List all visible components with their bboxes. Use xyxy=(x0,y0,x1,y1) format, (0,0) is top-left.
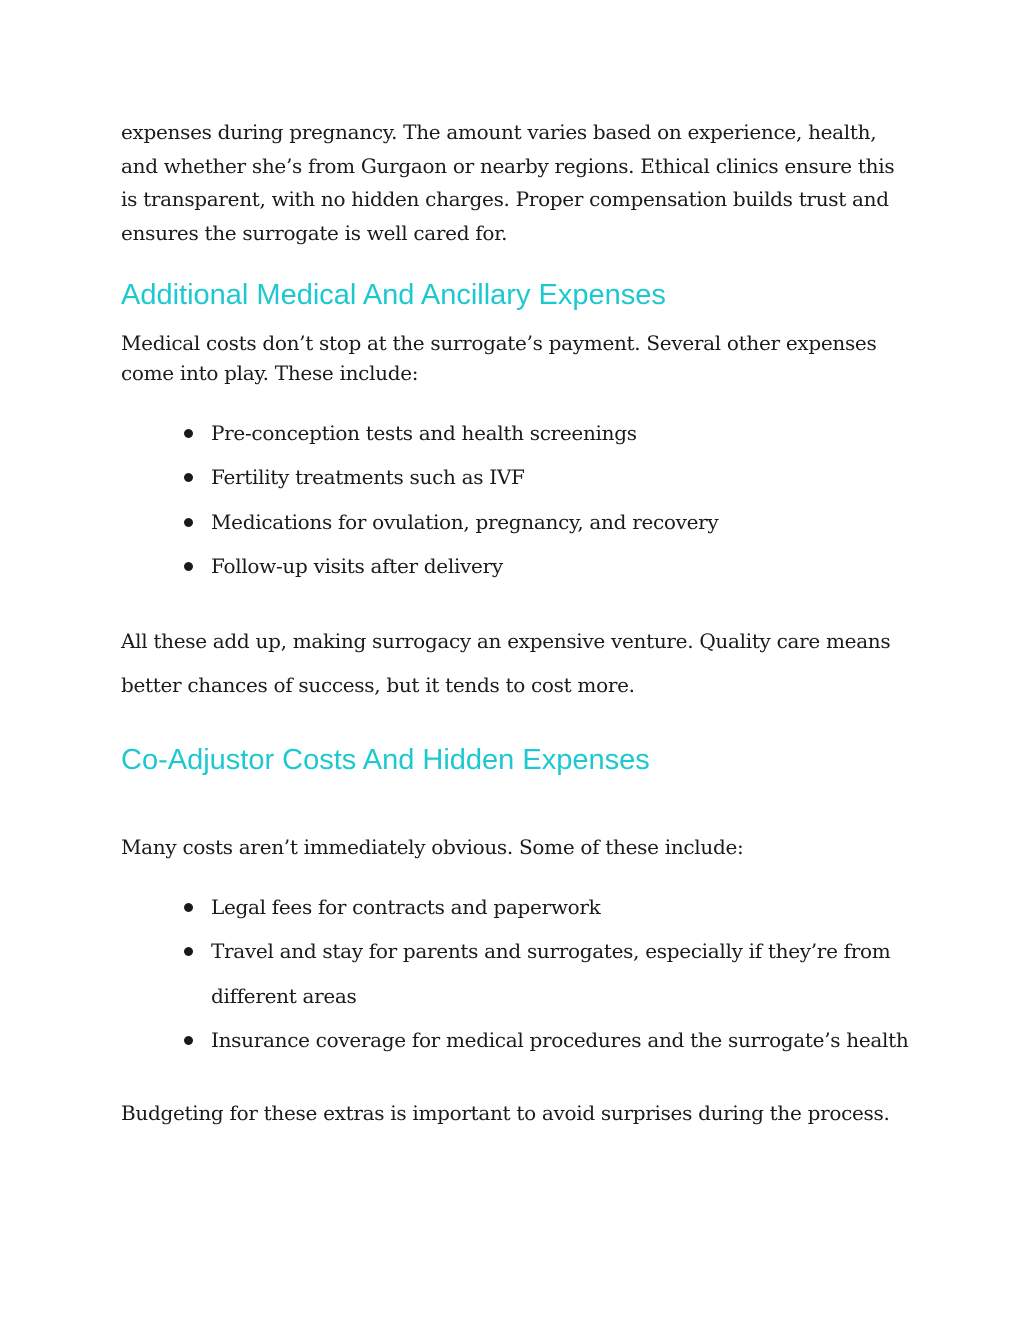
list-item-text: Travel and stay for parents and surrogates, especially if they’re from different areas xyxy=(211,939,891,1008)
bullet-icon xyxy=(184,473,193,482)
section1-heading: Additional Medical And Ancillary Expenses xyxy=(121,279,666,311)
intro-paragraph: expenses during pregnancy. The amount varies based on experience, health, and whether she’s from Gurgaon or nearby regions. Ethical clinics ensure this is transparent, with no hidden charges. Proper compensation builds trust and ensures the surrogate is well cared for. xyxy=(121,120,895,245)
list-item-text: Pre-conception tests and health screenings xyxy=(211,421,637,445)
list-item-text: Insurance coverage for medical procedures and the surrogate’s health xyxy=(211,1027,909,1052)
bullet-icon xyxy=(184,903,193,912)
bullet-icon xyxy=(184,562,193,571)
bullet-icon xyxy=(184,1036,193,1045)
list-item-text: Follow-up visits after delivery xyxy=(211,553,503,578)
list-item xyxy=(121,885,921,929)
bullet-icon xyxy=(184,947,193,956)
section1-closing-paragraph: All these add up, making surrogacy an expensive venture. Quality care means better chances of success, but it tends to cost more. xyxy=(121,629,891,697)
section1-lead-paragraph: Medical costs don’t stop at the surrogate’s payment. Several other expenses come into play. These include: xyxy=(121,331,877,385)
list-item xyxy=(121,929,921,1018)
section2-heading: Co-Adjustor Costs And Hidden Expenses xyxy=(121,744,650,776)
list-item-text: Medications for ovulation, pregnancy, and recovery xyxy=(211,509,719,534)
section2-closing-paragraph: Budgeting for these extras is important to avoid surprises during the process. xyxy=(121,1101,890,1125)
list-item xyxy=(121,1018,921,1062)
list-item xyxy=(121,455,921,499)
list-item xyxy=(121,411,921,455)
list-item xyxy=(121,544,921,588)
section1-bullet-list xyxy=(121,411,921,588)
bullet-icon xyxy=(184,518,193,527)
list-item-text: Fertility treatments such as IVF xyxy=(211,465,525,490)
section2-lead-paragraph: Many costs aren’t immediately obvious. Some of these include: xyxy=(121,835,744,859)
section2-bullet-list xyxy=(121,885,921,1062)
list-item xyxy=(121,500,921,544)
bullet-icon xyxy=(184,429,193,438)
list-item-text: Legal fees for contracts and paperwork xyxy=(211,895,601,919)
